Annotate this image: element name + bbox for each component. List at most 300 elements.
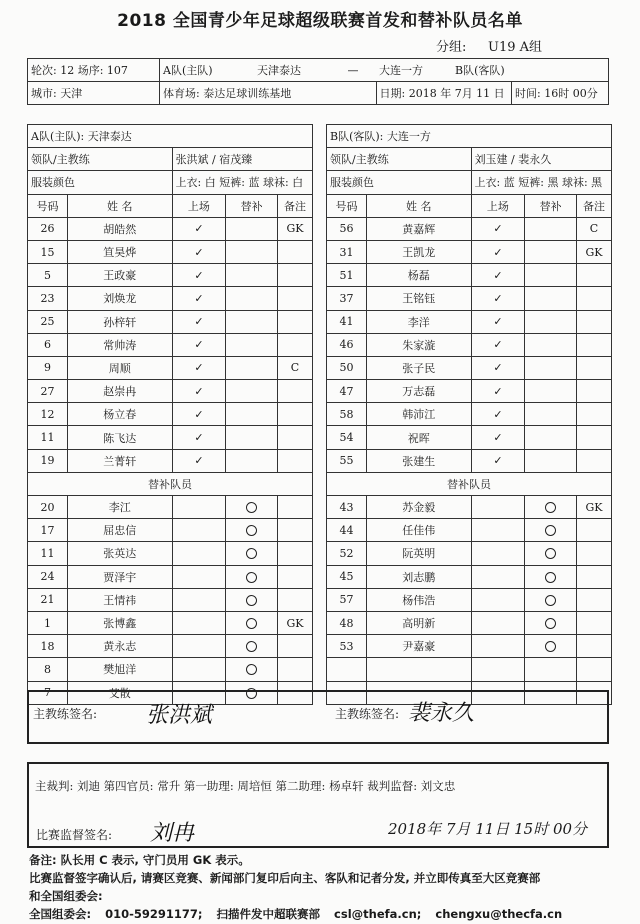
col-name: 姓 名 — [67, 194, 172, 217]
sub-circle-mark — [246, 664, 257, 675]
sub-circle-mark — [545, 525, 556, 536]
player-sub-mark — [525, 310, 577, 333]
sub-player-row — [327, 635, 612, 658]
starter-player-row — [327, 333, 612, 356]
team-a-coach: 张洪斌 / 宿茂臻 — [172, 148, 312, 171]
team-a-coach-signature: 张洪斌 — [146, 703, 213, 728]
player-number — [327, 658, 367, 681]
player-start-mark — [471, 519, 525, 542]
sub-player-row — [327, 565, 612, 588]
player-sub-mark — [525, 380, 577, 403]
player-name: 祝晖 — [366, 426, 471, 449]
player-note — [577, 519, 612, 542]
player-name: 刘志鹏 — [366, 565, 471, 588]
player-name: 王凯龙 — [366, 240, 471, 263]
player-note — [577, 356, 612, 379]
player-sub-mark — [525, 264, 577, 287]
player-start-mark: ✓ — [471, 449, 525, 472]
player-sub-mark — [525, 519, 577, 542]
player-name: 杨立春 — [67, 403, 172, 426]
player-number: 11 — [28, 426, 68, 449]
team-a-coach-sign-label: 主教练签名: — [33, 707, 98, 721]
player-note — [278, 519, 313, 542]
player-name: 艾散 — [67, 681, 172, 704]
officials-text: 主裁判: 刘迪 第四官员: 常升 第一助理: 周培恒 第二助理: 杨卓轩 裁判监督: 刘文忠 — [35, 779, 456, 793]
player-name: 张子民 — [366, 356, 471, 379]
player-start-mark — [172, 611, 226, 634]
sub-player-row — [28, 519, 313, 542]
player-name — [366, 658, 471, 681]
player-sub-mark — [226, 217, 278, 240]
home-team: 天津泰达 — [254, 59, 330, 82]
player-name: 胡皓然 — [67, 217, 172, 240]
player-sub-mark — [226, 588, 278, 611]
player-number: 58 — [327, 403, 367, 426]
player-note — [278, 264, 313, 287]
player-note — [278, 426, 313, 449]
col-note: 备注 — [577, 194, 612, 217]
player-start-mark — [172, 565, 226, 588]
player-note — [278, 542, 313, 565]
player-name: 杨伟浩 — [366, 588, 471, 611]
team-a-header: A队(主队): 天津泰达 — [28, 125, 313, 148]
starter-player-row — [28, 449, 313, 472]
player-start-mark — [471, 496, 525, 519]
starter-player-row — [327, 449, 612, 472]
col-num: 号码 — [28, 194, 68, 217]
player-sub-mark — [525, 611, 577, 634]
player-start-mark — [471, 658, 525, 681]
player-name: 韩沛江 — [366, 403, 471, 426]
player-sub-mark — [226, 449, 278, 472]
sub-circle-mark — [246, 572, 257, 583]
player-start-mark: ✓ — [172, 333, 226, 356]
col-sub: 替补 — [226, 194, 278, 217]
starter-player-row — [327, 264, 612, 287]
player-sub-mark — [226, 403, 278, 426]
player-sub-mark — [525, 635, 577, 658]
player-number: 52 — [327, 542, 367, 565]
player-start-mark: ✓ — [172, 287, 226, 310]
sub-player-row — [28, 611, 313, 634]
player-note — [577, 658, 612, 681]
player-sub-mark — [525, 542, 577, 565]
player-note — [278, 588, 313, 611]
player-sub-mark — [226, 565, 278, 588]
player-start-mark — [172, 519, 226, 542]
team-b-table — [326, 124, 612, 705]
starter-player-row — [28, 310, 313, 333]
player-start-mark: ✓ — [172, 426, 226, 449]
player-note — [577, 403, 612, 426]
note-line-3: 和全国组委会: — [29, 889, 103, 903]
player-note — [278, 496, 313, 519]
sub-player-row — [327, 611, 612, 634]
player-number: 23 — [28, 287, 68, 310]
starter-player-row — [28, 403, 313, 426]
player-name: 笪昊烨 — [67, 240, 172, 263]
player-note: GK — [278, 217, 313, 240]
player-number: 37 — [327, 287, 367, 310]
player-note — [577, 542, 612, 565]
player-sub-mark — [525, 356, 577, 379]
player-number: 41 — [327, 310, 367, 333]
sub-player-row — [28, 588, 313, 611]
match-info-table — [27, 58, 609, 105]
player-start-mark: ✓ — [471, 264, 525, 287]
player-number: 24 — [28, 565, 68, 588]
date-cell: 日期: 2018 年 7月 11 日 — [376, 82, 512, 105]
player-note — [577, 264, 612, 287]
note-line-1: 备注: 队长用 C 表示, 守门员用 GK 表示。 — [29, 853, 250, 867]
player-note — [577, 287, 612, 310]
player-sub-mark — [525, 658, 577, 681]
player-start-mark: ✓ — [471, 240, 525, 263]
team-a-table — [27, 124, 313, 705]
player-start-mark — [172, 496, 226, 519]
player-note — [577, 333, 612, 356]
player-sub-mark — [226, 264, 278, 287]
col-start: 上场 — [172, 194, 226, 217]
player-number: 7 — [28, 681, 68, 704]
player-number: 6 — [28, 333, 68, 356]
player-note — [577, 635, 612, 658]
player-number: 48 — [327, 611, 367, 634]
player-number: 53 — [327, 635, 367, 658]
player-start-mark: ✓ — [471, 356, 525, 379]
player-sub-mark — [226, 356, 278, 379]
player-number: 43 — [327, 496, 367, 519]
sub-circle-mark — [246, 502, 257, 513]
player-note — [577, 565, 612, 588]
starter-player-row — [327, 217, 612, 240]
player-start-mark: ✓ — [471, 217, 525, 240]
team-a-kit-label: 服装颜色 — [28, 171, 173, 194]
player-name: 杨磊 — [366, 264, 471, 287]
sub-circle-mark — [246, 618, 257, 629]
team-b-coach: 刘玉建 / 裴永久 — [471, 148, 611, 171]
sub-circle-mark — [246, 525, 257, 536]
sub-player-row — [327, 519, 612, 542]
col-name: 姓 名 — [366, 194, 471, 217]
player-note — [278, 333, 313, 356]
player-start-mark — [172, 635, 226, 658]
player-number: 11 — [28, 542, 68, 565]
player-sub-mark — [525, 333, 577, 356]
team-b-header: B队(客队): 大连一方 — [327, 125, 612, 148]
sub-circle-mark — [246, 548, 257, 559]
player-name: 赵崇冉 — [67, 380, 172, 403]
player-name: 孙梓轩 — [67, 310, 172, 333]
player-note — [278, 449, 313, 472]
player-note — [278, 635, 313, 658]
sub-circle-mark — [545, 548, 556, 559]
player-number: 51 — [327, 264, 367, 287]
player-number: 1 — [28, 611, 68, 634]
player-number: 45 — [327, 565, 367, 588]
starter-player-row — [327, 356, 612, 379]
player-number: 5 — [28, 264, 68, 287]
team-b-coach-label: 领队/主教练 — [327, 148, 472, 171]
starter-player-row — [28, 356, 313, 379]
starter-player-row — [28, 287, 313, 310]
starter-player-row — [28, 380, 313, 403]
sub-circle-mark — [545, 572, 556, 583]
supervisor-date: 2018年 7月 11日 15时 00分 — [388, 820, 588, 838]
sub-player-row — [327, 658, 612, 681]
player-note — [278, 287, 313, 310]
player-number: 18 — [28, 635, 68, 658]
contact-scan: 扫描件发中超联赛部 — [216, 907, 321, 921]
supervisor-label: 比赛监督签名: — [36, 828, 113, 842]
contact-email-1: csl@thefa.cn; — [334, 907, 422, 921]
team-a-kit: 上衣: 白 短裤: 蓝 球袜: 白 — [172, 171, 312, 194]
player-note — [278, 658, 313, 681]
contact-line — [29, 906, 572, 922]
sub-player-row — [28, 565, 313, 588]
player-note: GK — [278, 611, 313, 634]
time-cell: 时间: 16时 00分 — [512, 82, 609, 105]
sub-player-row — [327, 588, 612, 611]
player-number: 57 — [327, 588, 367, 611]
player-name: 万志磊 — [366, 380, 471, 403]
player-number: 47 — [327, 380, 367, 403]
player-note: C — [577, 217, 612, 240]
player-number: 44 — [327, 519, 367, 542]
starter-player-row — [28, 240, 313, 263]
player-start-mark — [471, 565, 525, 588]
player-note — [278, 565, 313, 588]
player-name: 屈忠信 — [67, 519, 172, 542]
player-sub-mark — [226, 496, 278, 519]
player-number: 54 — [327, 426, 367, 449]
player-number: 55 — [327, 449, 367, 472]
player-sub-mark — [226, 310, 278, 333]
player-number: 9 — [28, 356, 68, 379]
player-start-mark: ✓ — [471, 287, 525, 310]
player-note — [278, 380, 313, 403]
player-start-mark: ✓ — [471, 403, 525, 426]
player-name: 王铭钰 — [366, 287, 471, 310]
player-number: 26 — [28, 217, 68, 240]
venue-cell: 体育场: 泰达足球训练基地 — [160, 82, 377, 105]
contact-org: 全国组委会: — [29, 907, 92, 921]
sub-circle-mark — [246, 595, 257, 606]
player-note: GK — [577, 240, 612, 263]
player-name: 周顺 — [67, 356, 172, 379]
player-sub-mark — [525, 403, 577, 426]
team-b-kit-label: 服装颜色 — [327, 171, 472, 194]
player-number: 31 — [327, 240, 367, 263]
col-note: 备注 — [278, 194, 313, 217]
player-sub-mark — [525, 449, 577, 472]
player-start-mark: ✓ — [172, 240, 226, 263]
player-name: 黄嘉辉 — [366, 217, 471, 240]
starter-player-row — [327, 240, 612, 263]
player-number: 46 — [327, 333, 367, 356]
vs-dash: — — [330, 59, 376, 82]
team-b-coach-signature: 裴永久 — [408, 701, 475, 726]
sub-player-row — [327, 496, 612, 519]
player-name: 王政豪 — [67, 264, 172, 287]
player-number: 56 — [327, 217, 367, 240]
supervisor-signature: 刘冉 — [150, 821, 195, 846]
player-name: 张英达 — [67, 542, 172, 565]
starter-player-row — [327, 403, 612, 426]
player-name: 李江 — [67, 496, 172, 519]
player-name: 樊旭洋 — [67, 658, 172, 681]
player-name: 贾泽宇 — [67, 565, 172, 588]
player-sub-mark — [525, 496, 577, 519]
sub-player-row — [28, 635, 313, 658]
player-sub-mark — [226, 519, 278, 542]
sub-player-row — [327, 542, 612, 565]
starter-player-row — [28, 426, 313, 449]
starter-player-row — [327, 310, 612, 333]
player-start-mark — [172, 542, 226, 565]
player-start-mark: ✓ — [172, 380, 226, 403]
contact-email-2: chengxu@thecfa.cn — [435, 907, 563, 921]
player-sub-mark — [525, 426, 577, 449]
starter-player-row — [327, 426, 612, 449]
player-sub-mark — [226, 542, 278, 565]
player-note: C — [278, 356, 313, 379]
player-note — [577, 380, 612, 403]
player-start-mark: ✓ — [172, 217, 226, 240]
player-note — [577, 588, 612, 611]
starter-player-row — [327, 380, 612, 403]
team-a-coach-label: 领队/主教练 — [28, 148, 173, 171]
player-name: 尹嘉豪 — [366, 635, 471, 658]
player-name: 任佳伟 — [366, 519, 471, 542]
player-number: 15 — [28, 240, 68, 263]
player-sub-mark — [525, 565, 577, 588]
player-number: 17 — [28, 519, 68, 542]
starter-player-row — [28, 333, 313, 356]
player-sub-mark — [226, 380, 278, 403]
player-start-mark: ✓ — [471, 426, 525, 449]
sub-circle-mark — [545, 618, 556, 629]
away-label: B队(客队) — [452, 59, 609, 82]
player-note — [577, 310, 612, 333]
player-number: 8 — [28, 658, 68, 681]
sub-player-row — [28, 658, 313, 681]
player-number: 21 — [28, 588, 68, 611]
player-name: 陈飞达 — [67, 426, 172, 449]
city-cell: 城市: 天津 — [28, 82, 160, 105]
player-name: 张建生 — [366, 449, 471, 472]
col-num: 号码 — [327, 194, 367, 217]
player-sub-mark — [525, 588, 577, 611]
player-start-mark: ✓ — [172, 403, 226, 426]
player-name: 黄永志 — [67, 635, 172, 658]
player-name: 兰菁轩 — [67, 449, 172, 472]
player-name: 朱家漩 — [366, 333, 471, 356]
team-b-subs-label: 替补队员 — [327, 472, 612, 495]
player-start-mark: ✓ — [471, 333, 525, 356]
team-b-kit: 上衣: 蓝 短裤: 黑 球袜: 黑 — [471, 171, 611, 194]
player-number: 19 — [28, 449, 68, 472]
player-note — [278, 403, 313, 426]
team-b-coach-sign-label: 主教练签名: — [335, 707, 400, 721]
sub-player-row — [28, 542, 313, 565]
player-number: 27 — [28, 380, 68, 403]
player-sub-mark — [525, 217, 577, 240]
coach-sign-box — [27, 690, 609, 744]
player-note — [278, 310, 313, 333]
player-note — [577, 449, 612, 472]
note-line-2: 比赛监督签字确认后, 请赛区竞赛、新闻部门复印后向主、客队和记者分发, 并立即传真至大区竞赛部 — [29, 871, 541, 885]
player-start-mark — [471, 542, 525, 565]
player-start-mark — [471, 588, 525, 611]
player-name: 常帅涛 — [67, 333, 172, 356]
player-sub-mark — [226, 240, 278, 263]
team-a-subs-label: 替补队员 — [28, 472, 313, 495]
player-sub-mark — [226, 611, 278, 634]
player-start-mark: ✓ — [172, 449, 226, 472]
player-name: 高明新 — [366, 611, 471, 634]
contact-phone: 010-59291177; — [105, 907, 203, 921]
sub-player-row — [28, 496, 313, 519]
starter-player-row — [327, 287, 612, 310]
player-note — [577, 426, 612, 449]
player-start-mark: ✓ — [471, 310, 525, 333]
player-start-mark: ✓ — [471, 380, 525, 403]
player-name: 李洋 — [366, 310, 471, 333]
player-sub-mark — [226, 635, 278, 658]
player-sub-mark — [226, 426, 278, 449]
player-sub-mark — [226, 658, 278, 681]
player-note — [278, 240, 313, 263]
player-sub-mark — [525, 240, 577, 263]
home-label: A队(主队) — [160, 59, 255, 82]
sub-circle-mark — [545, 502, 556, 513]
round-cell: 轮次: 12 场序: 107 — [28, 59, 160, 82]
sub-circle-mark — [545, 641, 556, 652]
group-value: U19 A组 — [488, 40, 543, 55]
player-sub-mark — [525, 287, 577, 310]
sub-circle-mark — [246, 641, 257, 652]
player-start-mark — [471, 611, 525, 634]
col-start: 上场 — [471, 194, 525, 217]
col-sub: 替补 — [525, 194, 577, 217]
player-name: 刘焕龙 — [67, 287, 172, 310]
document-title: 2018 全国青少年足球超级联赛首发和替补队员名单 — [117, 11, 523, 31]
player-number: 12 — [28, 403, 68, 426]
player-name: 王情祎 — [67, 588, 172, 611]
player-name: 阮英明 — [366, 542, 471, 565]
player-note — [577, 611, 612, 634]
player-number: 25 — [28, 310, 68, 333]
player-note: GK — [577, 496, 612, 519]
player-start-mark: ✓ — [172, 356, 226, 379]
away-team: 大连一方 — [376, 59, 452, 82]
player-start-mark — [172, 588, 226, 611]
player-name: 苏金毅 — [366, 496, 471, 519]
player-sub-mark — [226, 333, 278, 356]
sub-circle-mark — [545, 595, 556, 606]
player-start-mark — [172, 658, 226, 681]
starter-player-row — [28, 217, 313, 240]
player-number: 50 — [327, 356, 367, 379]
player-name: 张博鑫 — [67, 611, 172, 634]
player-start-mark — [471, 635, 525, 658]
player-number: 20 — [28, 496, 68, 519]
officials-line — [27, 770, 609, 802]
player-start-mark: ✓ — [172, 264, 226, 287]
player-start-mark: ✓ — [172, 310, 226, 333]
group-label: 分组: — [436, 40, 467, 55]
